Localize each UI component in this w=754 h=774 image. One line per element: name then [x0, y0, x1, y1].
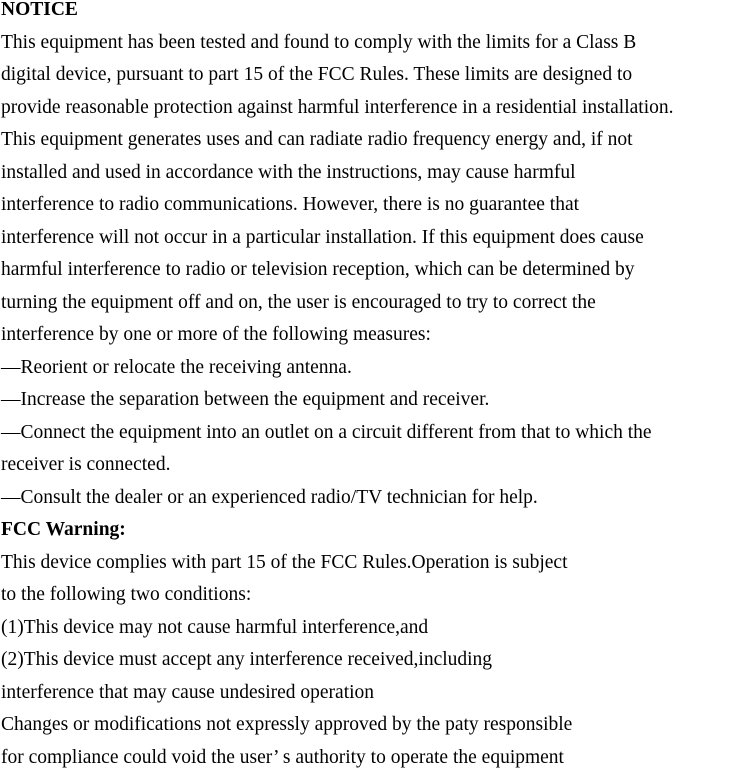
warning-line: Changes or modifications not expressly approved by the paty responsible — [1, 709, 754, 742]
notice-line: interference will not occur in a particular installation. If this equipment does cause — [1, 222, 754, 255]
warning-line: interference that may cause undesired operation — [1, 677, 754, 710]
measure-item: —Increase the separation between the equipment and receiver. — [1, 384, 754, 417]
warning-heading: FCC Warning: — [1, 514, 754, 547]
notice-line: provide reasonable protection against harmful interference in a residential installation. — [1, 92, 754, 125]
measure-item: —Consult the dealer or an experienced radio/TV technician for help. — [1, 482, 754, 515]
measure-item: receiver is connected. — [1, 449, 754, 482]
measures-list — [1, 352, 754, 515]
warning-paragraph — [1, 547, 754, 774]
notice-line: installed and used in accordance with the instructions, may cause harmful — [1, 157, 754, 190]
notice-line: This equipment generates uses and can radiate radio frequency energy and, if not — [1, 124, 754, 157]
warning-line: (1)This device may not cause harmful interference,and — [1, 612, 754, 645]
notice-line: harmful interference to radio or television reception, which can be determined by — [1, 254, 754, 287]
warning-line: to the following two conditions: — [1, 579, 754, 612]
warning-line: This device complies with part 15 of the FCC Rules.Operation is subject — [1, 547, 754, 580]
measure-item: —Reorient or relocate the receiving antenna. — [1, 352, 754, 385]
notice-line: turning the equipment off and on, the user is encouraged to try to correct the — [1, 287, 754, 320]
notice-line: digital device, pursuant to part 15 of the FCC Rules. These limits are designed to — [1, 59, 754, 92]
notice-line: This equipment has been tested and found to comply with the limits for a Class B — [1, 27, 754, 60]
warning-line: for compliance could void the user’ s authority to operate the equipment — [1, 742, 754, 774]
notice-paragraph — [1, 27, 754, 352]
notice-line: interference by one or more of the following measures: — [1, 319, 754, 352]
notice-heading: NOTICE — [1, 0, 754, 27]
fcc-notice-document — [1, 0, 754, 774]
warning-line: (2)This device must accept any interference received,including — [1, 644, 754, 677]
notice-line: interference to radio communications. However, there is no guarantee that — [1, 189, 754, 222]
measure-item: —Connect the equipment into an outlet on a circuit different from that to which the — [1, 417, 754, 450]
